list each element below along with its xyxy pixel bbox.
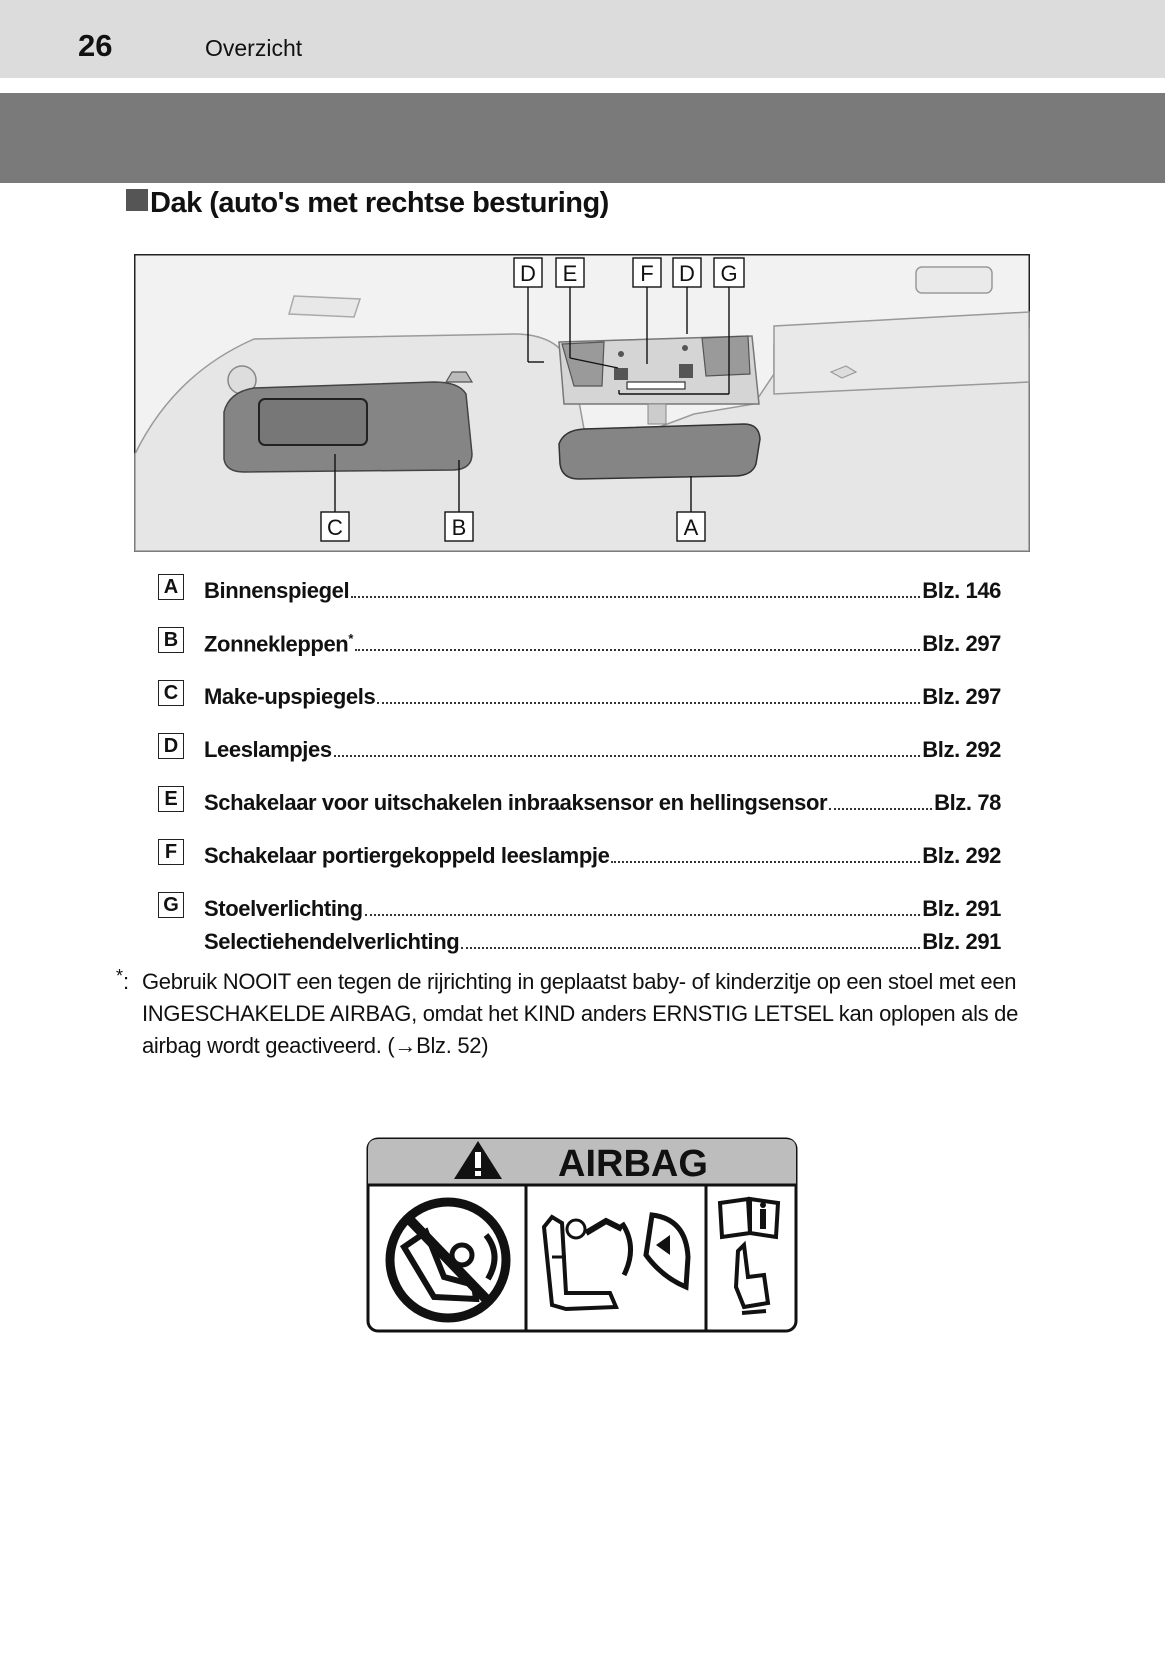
- airbag-label-title: AIRBAG: [558, 1143, 708, 1185]
- roof-illustration: [134, 254, 1030, 552]
- list-item: [156, 890, 1001, 956]
- header-bar: [0, 0, 1165, 78]
- item-tag: C: [158, 680, 184, 706]
- leader-dots: [829, 808, 932, 810]
- item-page-ref[interactable]: Blz. 292: [922, 737, 1001, 762]
- callout-e-label: E: [562, 261, 578, 286]
- item-label: [204, 631, 353, 657]
- read-manual-icon: [720, 1199, 778, 1237]
- footnote-colon: :: [123, 969, 129, 994]
- list-item: [156, 625, 1001, 678]
- section-square-icon: [126, 189, 148, 211]
- footnote-text: Gebruik NOOIT een tegen de rijrichting in geplaatst baby- of kinderzitje op een stoel met een INGESCHAKELDE AIRBAG, omdat het KIND anders ERNSTIG LETSEL kan oplopen als de airbag wordt geactiveerd. (→Blz. 52): [142, 969, 1019, 1058]
- item-page-ref[interactable]: Blz. 297: [922, 631, 1001, 656]
- list-item: [156, 837, 1001, 890]
- callout-f: [633, 258, 661, 287]
- leader-dots: [334, 755, 921, 757]
- item-label: Make-upspiegels: [204, 684, 376, 709]
- item-label: Schakelaar portiergekoppeld leeslampje: [204, 843, 610, 868]
- item-label-secondary: Selectiehendelverlichting: [204, 929, 460, 954]
- callout-g-label: G: [720, 261, 738, 286]
- item-page-ref[interactable]: Blz. 78: [934, 790, 1001, 815]
- section-title-text: Dak (auto's met rechtse besturing): [150, 187, 609, 219]
- item-page-ref[interactable]: Blz. 297: [922, 684, 1001, 709]
- item-list: [156, 572, 1001, 956]
- list-item: [156, 572, 1001, 625]
- list-item: [156, 784, 1001, 837]
- item-label: Leeslampjes: [204, 737, 332, 762]
- callout-e: [556, 258, 584, 287]
- item-label: Stoelverlichting: [204, 896, 363, 921]
- callout-b: [445, 512, 473, 541]
- item-page-ref[interactable]: Blz. 292: [922, 843, 1001, 868]
- footnote: [116, 966, 1046, 1062]
- callout-d-right: [673, 258, 701, 287]
- item-page-ref[interactable]: Blz. 146: [922, 578, 1001, 603]
- item-tag: B: [158, 627, 184, 653]
- callout-a-label: A: [683, 515, 699, 540]
- item-tag: G: [158, 892, 184, 918]
- callout-b-label: B: [451, 515, 467, 540]
- leader-dots: [351, 596, 920, 598]
- footnote-marker: *: [348, 630, 353, 646]
- item-tag: E: [158, 786, 184, 812]
- leader-dots: [611, 861, 920, 863]
- leader-dots: [377, 702, 920, 704]
- list-item: [156, 678, 1001, 731]
- item-label: Schakelaar voor uitschakelen inbraaksensor en hellingsensor: [204, 790, 828, 815]
- item-label-text: Zonnekleppen: [204, 631, 349, 656]
- airbag-warning-label: [366, 1137, 798, 1333]
- callout-c-label: C: [327, 515, 343, 540]
- callout-d-right-label: D: [679, 261, 695, 286]
- item-page-ref-secondary[interactable]: Blz. 291: [922, 929, 1001, 954]
- chapter-band: [0, 93, 1165, 183]
- footnote-marker: *: [116, 966, 123, 986]
- leader-dots: [355, 649, 920, 651]
- list-item: [156, 731, 1001, 784]
- item-label: Binnenspiegel: [204, 578, 350, 603]
- item-page-ref[interactable]: Blz. 291: [922, 896, 1001, 921]
- section-title: [126, 187, 609, 220]
- item-tag: F: [158, 839, 184, 865]
- callout-d-left-label: D: [520, 261, 536, 286]
- item-tag: A: [158, 574, 184, 600]
- callout-a: [677, 512, 705, 541]
- header-title: Overzicht: [205, 35, 303, 61]
- callout-g: [714, 258, 744, 287]
- item-tag: D: [158, 733, 184, 759]
- page-number: 26: [78, 28, 113, 63]
- leader-dots: [461, 947, 920, 949]
- no-rear-facing-child-seat-icon: [390, 1202, 506, 1318]
- callout-f-label: F: [640, 261, 654, 286]
- callout-d-left: [514, 258, 542, 287]
- callout-c: [321, 512, 349, 541]
- leader-dots: [365, 914, 921, 916]
